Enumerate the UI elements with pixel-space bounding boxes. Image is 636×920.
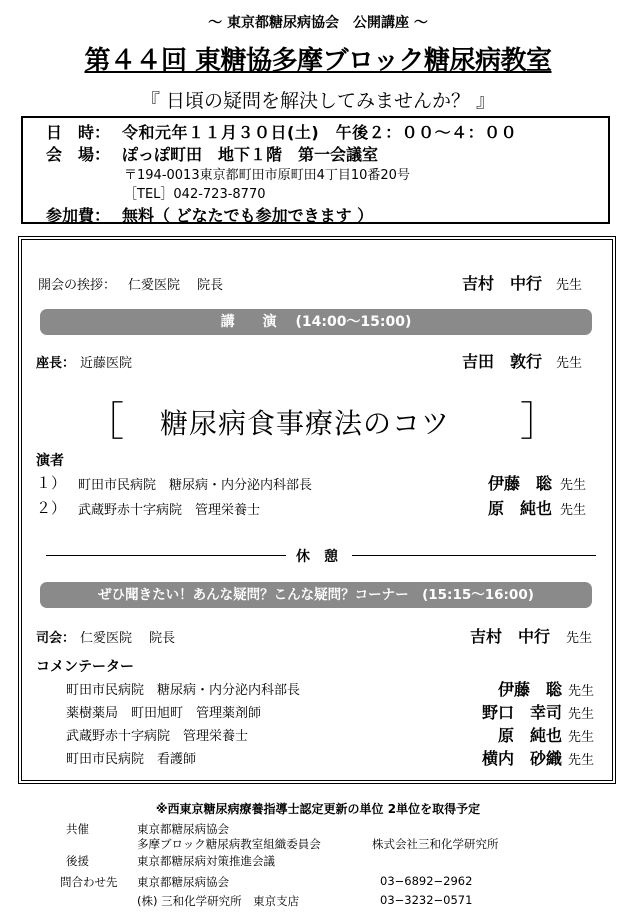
qa-bar: ぜひ聞きたい！あんな疑問？こんな疑問？コーナー (15:15～16:00) [40, 582, 592, 608]
fee-label: 参加費： [46, 206, 111, 225]
honorific: 先生 [568, 753, 595, 768]
commentator-name: 横内 砂織 [481, 749, 562, 768]
honorific: 先生 [556, 278, 583, 293]
chair-name: 吉田 敦行 [462, 352, 543, 371]
honorific: 先生 [568, 730, 595, 745]
subtitle: 『 日頃の疑問を解決してみませんか？ 』 [140, 90, 496, 112]
address: 〒194-0013東京都町田市原町田4丁目10番20号 [124, 168, 410, 183]
contact-tel: 03−6892−2962 [380, 874, 473, 888]
speaker-org: 武蔵野赤十字病院 管理栄養士 [78, 503, 261, 518]
honorific: 先生 [560, 478, 587, 493]
lecture-title: 糖尿病食事療法のコツ [160, 407, 451, 440]
mc-org: 仁愛医院 院長 [80, 631, 176, 646]
break-divider-left [46, 555, 286, 556]
commentator-org: 町田市民病院 看護師 [66, 752, 197, 767]
host-line1: 東京都糖尿病協会 [137, 822, 229, 836]
commentator-name: 野口 幸司 [481, 703, 562, 722]
honorific: 先生 [568, 684, 595, 699]
support-value: 東京都糖尿病対策推進会議 [137, 854, 275, 868]
speaker-name: 原 純也 [487, 499, 552, 518]
support-label: 後援 [66, 854, 89, 868]
venue-label: 会 場： [46, 145, 111, 164]
opening-label: 開会の挨拶： [38, 278, 117, 293]
contact-label: 問合わせ先 [60, 875, 118, 889]
fee-value: 無料（ どなたでも参加できます ） [122, 206, 374, 225]
speaker-org: 町田市民病院 糖尿病・内分泌内科部長 [78, 478, 313, 493]
lecture-bar: 講 演 (14:00～15:00) [40, 309, 592, 335]
credit-note: ※西東京糖尿病療養指導士認定更新の単位 2単位を取得予定 [155, 802, 481, 816]
datetime-label: 日 時： [46, 123, 111, 142]
honorific: 先生 [566, 631, 593, 646]
phone: ［TEL］042-723-8770 [124, 187, 266, 202]
speaker-number: １） [36, 474, 67, 492]
speaker-name: 伊藤 聡 [487, 474, 552, 493]
chair-org: 近藤医院 [80, 356, 133, 371]
venue-value: ぽっぽ町田 地下１階 第一会議室 [122, 145, 379, 164]
lecture-bracket-close: ］ [520, 399, 560, 445]
opening-org: 仁愛医院 院長 [128, 278, 224, 293]
honorific: 先生 [556, 356, 583, 371]
opening-name: 吉村 中行 [462, 274, 543, 293]
host-line2b: 株式会社三和化学研究所 [372, 837, 499, 851]
mc-label: 司会： [36, 631, 76, 646]
page-title: 第４４回 東糖協多摩ブロック糖尿病教室 [84, 46, 552, 76]
commentator-name: 原 純也 [497, 726, 562, 745]
contact-org: (株) 三和化学研究所 東京支店 [137, 894, 300, 908]
break-divider-right [352, 555, 596, 556]
commentator-org: 武蔵野赤十字病院 管理栄養士 [66, 729, 249, 744]
honorific: 先生 [568, 707, 595, 722]
commentator-org: 町田市民病院 糖尿病・内分泌内科部長 [66, 683, 301, 698]
honorific: 先生 [560, 503, 587, 518]
chair-label: 座長： [36, 356, 76, 371]
mc-name: 吉村 中行 [470, 627, 551, 646]
speakers-label: 演者 [36, 453, 64, 469]
break-label: 休 憩 [296, 549, 338, 565]
contact-tel: 03−3232−0571 [380, 893, 473, 907]
contact-org: 東京都糖尿病協会 [137, 875, 229, 889]
host-line2: 多摩ブロック糖尿病教室組織委員会 [137, 837, 321, 851]
commentator-name: 伊藤 聡 [497, 680, 562, 699]
datetime-value: 令和元年１１月３０日(土) 午後２：００～４：００ [122, 123, 518, 142]
host-label: 共催 [66, 822, 89, 836]
commentators-label: コメンテーター [36, 659, 134, 675]
supertitle: ～ 東京都糖尿病協会 公開講座 ～ [208, 15, 428, 31]
speaker-number: ２） [36, 499, 67, 517]
commentator-org: 薬樹薬局 町田旭町 管理薬剤師 [66, 706, 262, 721]
lecture-bracket-open: ［ [84, 399, 124, 445]
